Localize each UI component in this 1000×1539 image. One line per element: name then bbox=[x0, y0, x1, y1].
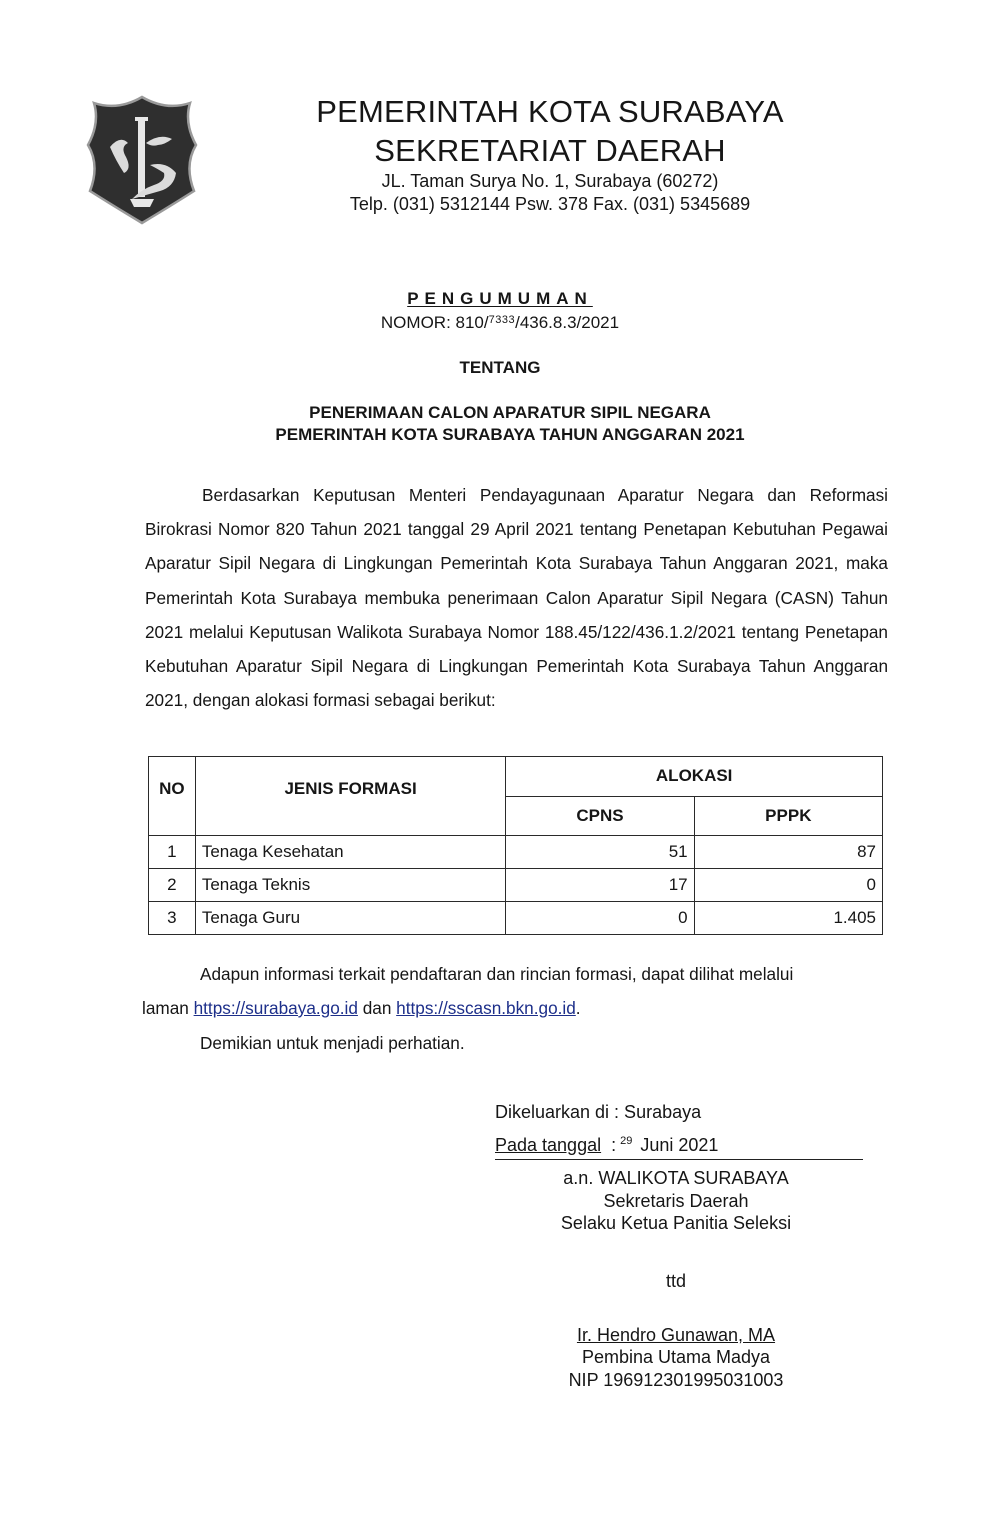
date-separator: : bbox=[611, 1135, 617, 1155]
cell-jenis: Tenaga Guru bbox=[195, 902, 506, 935]
table-row bbox=[149, 902, 883, 935]
number-suffix: /436.8.3/2021 bbox=[515, 313, 620, 332]
signer-position: Sekretaris Daerah bbox=[603, 1191, 749, 1211]
cell-pppk: 1.405 bbox=[694, 902, 882, 935]
cell-cpns: 17 bbox=[506, 869, 694, 902]
closing-line-1: Adapun informasi terkait pendaftaran dan rincian formasi, dapat dilihat melalui bbox=[200, 964, 794, 984]
formation-table bbox=[148, 756, 883, 935]
cell-cpns: 51 bbox=[506, 836, 694, 869]
city-emblem-logo bbox=[80, 95, 204, 227]
table-row bbox=[149, 869, 883, 902]
issued-date bbox=[495, 1135, 863, 1160]
announcement-title-text: PENGUMUMAN bbox=[407, 289, 593, 308]
cell-no: 1 bbox=[149, 836, 196, 869]
header-jenis-formasi: JENIS FORMASI bbox=[195, 757, 506, 836]
header-no: NO bbox=[149, 757, 196, 836]
table-header-row bbox=[149, 757, 883, 797]
cell-cpns: 0 bbox=[506, 902, 694, 935]
announcement-number bbox=[300, 313, 700, 333]
number-prefix: NOMOR: 810/ bbox=[380, 313, 489, 332]
signed-mark: ttd bbox=[665, 1271, 686, 1291]
date-day-handwritten: 29 bbox=[620, 1135, 633, 1147]
cell-jenis: Tenaga Kesehatan bbox=[195, 836, 506, 869]
cell-pppk: 0 bbox=[694, 869, 882, 902]
signer-name-text: Ir. Hendro Gunawan, MA bbox=[576, 1325, 776, 1345]
signer-rank: Pembina Utama Madya bbox=[581, 1347, 771, 1367]
header-cpns: CPNS bbox=[506, 796, 694, 836]
letterhead-address: JL. Taman Surya No. 1, Surabaya (60272) bbox=[381, 171, 719, 191]
date-label: Pada tanggal bbox=[495, 1135, 602, 1155]
closing-line-3: Demikian untuk menjadi perhatian. bbox=[200, 1033, 465, 1053]
body-paragraph: Berdasarkan Keputusan Menteri Pendayagunaan Aparatur Negara dan Reformasi Birokrasi Nomor 820 Tahun 2021 tanggal 29 April 2021 tentang Penetapan Kebutuhan Pegawai Aparatur Sipil Negara di Lingkungan Pemerintah Kota Surabaya Tahun Anggaran 2021, maka Pemerintah Kota Surabaya membuka penerimaan Calon Aparatur Sipil Negara (CASN) Tahun 2021 melalui Keputusan Walikota Surabaya Nomor 188.45/122/436.1.2/2021 tentang Penetapan Kebutuhan Aparatur Sipil Negara di Lingkungan Pemerintah Kota Surabaya Tahun Anggaran 2021, dengan alokasi formasi sebagai berikut: bbox=[145, 485, 888, 711]
on-behalf-of: a.n. WALIKOTA SURABAYA bbox=[563, 1168, 789, 1188]
closing-laman: laman bbox=[142, 998, 194, 1018]
cell-pppk: 87 bbox=[694, 836, 882, 869]
sscasn-link[interactable]: https://sscasn.bkn.go.id bbox=[396, 998, 576, 1018]
table-row bbox=[149, 836, 883, 869]
subject-line-1: PENERIMAAN CALON APARATUR SIPIL NEGARA bbox=[309, 403, 711, 422]
letterhead-unit: SEKRETARIAT DAERAH bbox=[374, 133, 726, 168]
tentang-heading: TENTANG bbox=[459, 358, 541, 377]
signer-name bbox=[500, 1324, 852, 1346]
number-handwritten: 7333 bbox=[488, 314, 516, 326]
date-rest: Juni 2021 bbox=[640, 1135, 719, 1155]
header-pppk: PPPK bbox=[694, 796, 882, 836]
closing-dan: dan bbox=[357, 998, 397, 1018]
header-alokasi: ALOKASI bbox=[506, 757, 883, 797]
signer-role: Selaku Ketua Panitia Seleksi bbox=[560, 1213, 792, 1233]
issued-at: Dikeluarkan di : Surabaya bbox=[495, 1102, 702, 1122]
announcement-title bbox=[300, 289, 700, 309]
letterhead-org: PEMERINTAH KOTA SURABAYA bbox=[316, 94, 784, 129]
letterhead-contact: Telp. (031) 5312144 Psw. 378 Fax. (031) 5345689 bbox=[349, 194, 751, 214]
cell-no: 2 bbox=[149, 869, 196, 902]
cell-no: 3 bbox=[149, 902, 196, 935]
subject-line-2: PEMERINTAH KOTA SURABAYA TAHUN ANGGARAN 2021 bbox=[275, 425, 745, 444]
surabaya-link[interactable]: https://surabaya.go.id bbox=[193, 998, 358, 1018]
closing-period: . bbox=[575, 998, 581, 1018]
signer-nip: NIP 196912301995031003 bbox=[568, 1370, 784, 1390]
closing-line-2 bbox=[142, 998, 581, 1019]
cell-jenis: Tenaga Teknis bbox=[195, 869, 506, 902]
